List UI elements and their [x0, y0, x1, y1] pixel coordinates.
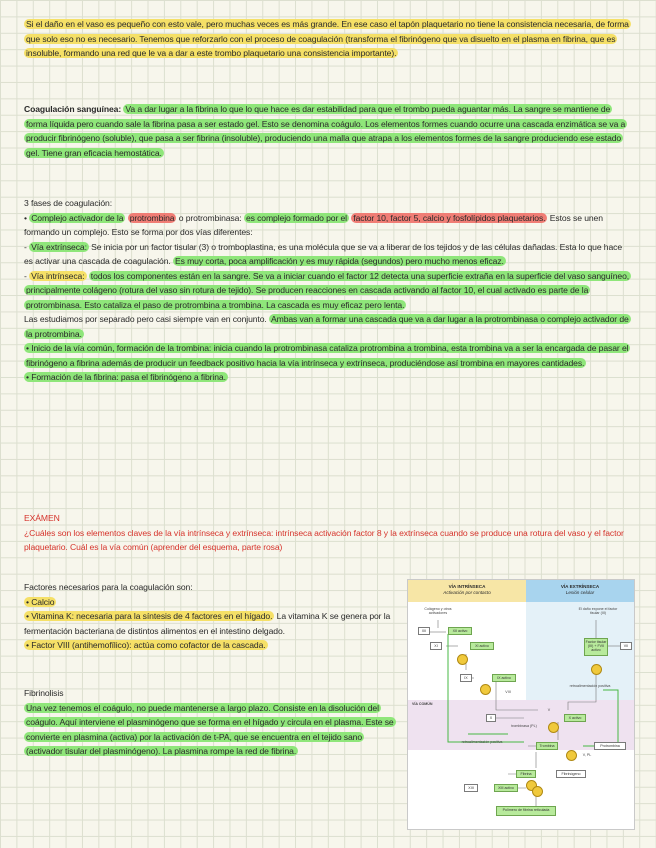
phase-3-text: • Formación de la fibrina: pasa el fibrinógeno a fibrina.: [26, 372, 226, 382]
factor-viii: • Factor VIII (antihemofílico): actúa como cofactor de la cascada.: [26, 640, 266, 650]
fibrinolysis-text-wrap: [24, 701, 400, 759]
phase-2-text: • Inicio de la vía común, formación de la trombina: inicia cuando la protrombinasa cataliza protrombina a trombina, esta trombina va a ser la encargada de pasar el fibrinógeno a fibrina además de producir un feedback positivo hacia la vía intrínseca y extrínseca, produciéndose así trombina en mayores cantidades.: [26, 343, 629, 368]
phase-1-green-a: Complejo activador de la: [31, 212, 124, 223]
tissue-factor-box: Factor tisular (III) + FVII activo: [584, 638, 608, 656]
prothrombin-box: Protrombina: [594, 742, 626, 750]
calcium-cofactor-icon-2: [480, 684, 491, 695]
phase-1-green-b: es complejo formado por el: [245, 212, 347, 223]
phase-1: • Complejo activador de la protrombina o protrombinasa: es complejo formado por el factor 10, factor 5, calcio y fosfolípidos plaquetarios. Estos se unen formando un complejo. Esto se forma por dos vías diferentes:: [24, 212, 603, 237]
factor-vii-box: VII: [620, 642, 632, 650]
coagulation-label: Coagulación sanguínea:: [24, 104, 122, 114]
tissue-damage-note: El daño expone el factor tisular (III): [578, 607, 618, 616]
calcium-cofactor-icon-7: [532, 786, 543, 797]
factor-ix-active-box: IX activo: [492, 674, 516, 682]
extrinsic-highlight: Es muy corta, poca amplificación y es muy rápida (segundos) pero mucho menos eficaz.: [174, 256, 504, 266]
factor-xi-box: XI: [430, 642, 442, 650]
factor-xiii-active-box: XIII activo: [494, 784, 518, 792]
fibrinolysis-title: Fibrinolisis: [24, 688, 64, 698]
exam-title: EXÁMEN: [24, 513, 60, 523]
exam-text: ¿Cuáles son los elementos claves de la vía intrínseca y extrínseca: intrínseca activación factor 8 y la extrínseca cuando se produce una rotura del vaso y el factor plaquetario. Cuál es la vía común (aprender del esquema, parte rosa): [24, 527, 624, 552]
factor-xiii-box: XIII: [464, 784, 478, 792]
prothrombinase-label: trombinasa (PL): [511, 724, 537, 728]
coagulation-text: Va a dar lugar a la fibrina lo que lo que hace es dar estabilidad para que el trombo pueda aguantar más. La sangre se mantiene de forma líquida pero cuando sale la fibrina pasa a ser estado gel. Esto se denomina coágulo. Los elementos formes cuando ocurre una cascada enzimática se va a producir fibrinógeno (soluble), que pasa a ser fibrina (insoluble), produciendo una malla que atrapa a los elementos formes de la sangre produciendo ese estado gel. Tiene gran eficacia hemostática.: [26, 104, 626, 158]
fibrinogen-box: Fibrinógeno: [556, 770, 586, 778]
factor-xii-box: XII: [418, 627, 430, 635]
factor-x-active-box: X activo: [564, 714, 586, 722]
phases-section: [24, 196, 630, 385]
phase-2: [24, 341, 630, 370]
factor-x-box: X: [486, 714, 496, 722]
factor-viii-label: VIII: [505, 690, 511, 694]
factor-xii-active-box: XII activo: [448, 627, 472, 635]
phase-1-red-a: protrombina: [129, 212, 175, 223]
fibrin-mesh-box: Polímero de fibrina reticulada: [496, 806, 556, 816]
exam-section: [24, 511, 630, 555]
phase-3: [24, 370, 630, 385]
phases-title: 3 fases de coagulación:: [24, 198, 112, 208]
calcium-cofactor-icon-4: [548, 722, 559, 733]
extrinsic-label: Vía extrínseca:: [31, 241, 87, 252]
coagulation-cascade-diagram: [407, 579, 635, 830]
feedback-label-common: retroalimentación positiva: [461, 740, 503, 744]
phase-1-red-b: factor 10, factor 5, calcio y fosfolípidos plaquetarios.: [353, 212, 546, 223]
combined-note: Las estudiamos por separado pero casi siempre van en conjunto. Ambas van a formar una cascada que va a dar lugar a la protrombinasa o complejo activador de la protrombina.: [24, 314, 629, 339]
calcium-cofactor-icon-3: [591, 664, 602, 675]
fibrinolysis-text: Una vez tenemos el coágulo, no puede mantenerse a largo plazo. Consiste en la disolución del coágulo. Aquí interviene el plasminógeno que se forma en el hígado y circula en el plasma. Este se convierte en plasmina (activa) por la activación de t-PA, que se encuentra en el tejido sano (activador tisular del plasminógeno). La plasmina rompe la red de fibrina.: [26, 702, 394, 756]
factor-v-label: V: [547, 708, 551, 712]
common-pathway-label: VÍA COMÚN: [412, 702, 433, 706]
extrinsic-pathway: - Vía extrínseca: Se inicia por un factor tisular (3) o tromboplastina, es una molécula que se va a liberar de los tejidos y de las células dañadas. Esta lo que hace es activar una cascada de coagulación. Es muy corta, poca amplificación y es muy rápida (segundos) pero mucho menos eficaz.: [24, 241, 623, 266]
fibrin-box: Fibrina: [516, 770, 536, 778]
intrinsic-header: VÍA INTRÍNSECA Activación por contacto: [408, 580, 526, 602]
factor-vitamin-k: • Vitamina K: necesaria para la síntesis de 4 factores en el hígado. La vitamina K se genera por la fermentación bacteriana de distintos alimentos en el intestino delgado.: [24, 611, 391, 636]
fibrinolysis-section: [24, 686, 400, 759]
combined-highlight: Ambas van a formar una cascada que va a dar lugar a la protrombinasa o complejo activador de la protrombina.: [26, 314, 629, 339]
coagulation-paragraph: [24, 102, 630, 160]
factor-ix-box: IX: [460, 674, 472, 682]
calcium-cofactor-icon-5: [566, 750, 577, 761]
calcium-cofactor-icon: [457, 654, 468, 665]
collagen-label: Colágeno y otros activadores: [424, 607, 452, 616]
thrombin-box: Trombina: [536, 742, 558, 750]
intrinsic-label: Vía intrínseca:: [31, 270, 85, 281]
factor-calcium: • Calcio: [26, 596, 55, 607]
factor-xi-active-box: XI activo: [470, 642, 494, 650]
factors-section: [24, 580, 400, 653]
factors-title: Factores necesarios para la coagulación son:: [24, 582, 193, 592]
feedback-label-ext: retroalimentación positiva: [569, 684, 611, 688]
extrinsic-header: VÍA EXTRÍNSECA Lesión celular: [526, 580, 634, 602]
intrinsic-highlight: todos los componentes están en la sangre. Se va a iniciar cuando el factor 12 detecta una superficie extraña en la superficie del vaso sanguíneo, principalmente colágeno (rotura del vaso sin rotura de tejido). Se producen reacciones en cascada activando al factor 10, el cual activado es parte de la protrombinasa. Esto cataliza el paso de protrombina a trombina. La cascada es muy eficaz pero lenta.: [26, 270, 630, 310]
intrinsic-pathway: - Vía intrínseca: todos los componentes están en la sangre. Se va a iniciar cuando el factor 12 detecta una superficie extraña en la superficie del vaso sanguíneo, principalmente colágeno (rotura del vaso sin rotura de tejido). Se producen reacciones en cascada activando al factor 10, el cual activado es parte de la protrombinasa. Esto cataliza el paso de protrombina a trombina. La cascada es muy eficaz pero lenta.: [24, 270, 630, 310]
v-pl-label: V, PL: [582, 753, 592, 757]
intro-text: Si el daño en el vaso es pequeño con esto vale, pero muchas veces es más grande. En ese caso el tapón plaquetario no tiene la consistencia necesaria, de forma que solo eso no es necesario. Tenemos que reforzarlo con el proceso de coagulación (transforma el fibrinógeno que va disuelto en el plasma en fibrina, que es insoluble, formando una red que le va a dar a este trombo plaquetario una consistencia importante).: [26, 19, 629, 58]
intro-paragraph: [24, 17, 630, 61]
